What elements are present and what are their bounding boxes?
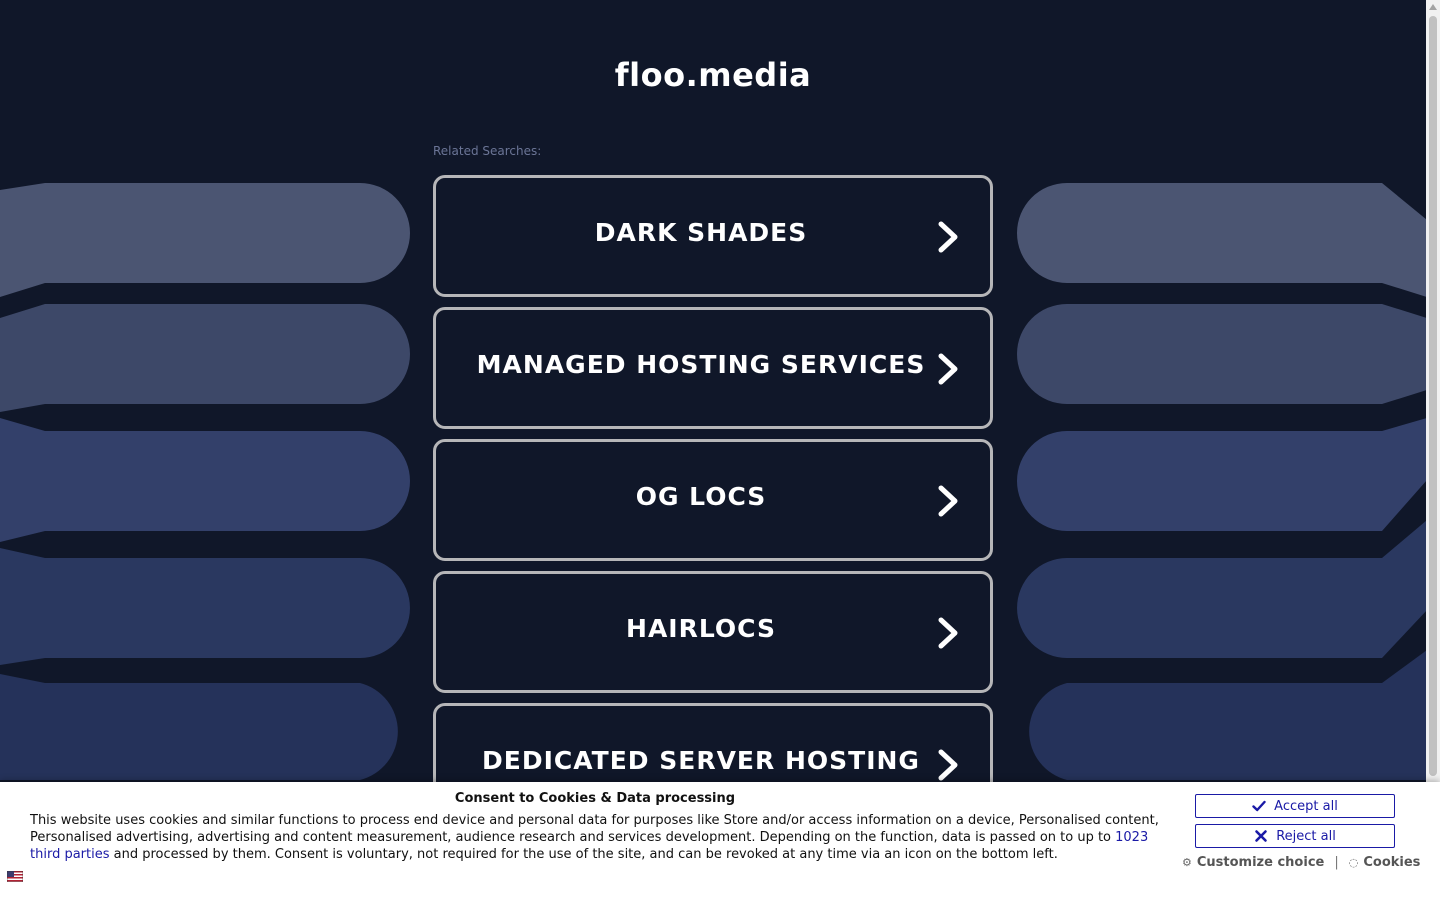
accept-all-label: Accept all	[1274, 798, 1338, 814]
consent-footer	[1182, 855, 1420, 870]
left-decoration	[0, 180, 410, 780]
x-icon	[1254, 829, 1268, 843]
chevron-right-icon	[932, 484, 962, 518]
cookie-consent-banner	[0, 782, 1440, 900]
scrollbar-thumb[interactable]	[1429, 16, 1437, 776]
chevron-right-icon	[932, 352, 962, 386]
chevron-right-icon	[932, 748, 962, 782]
customize-choice-label: Customize choice	[1196, 855, 1325, 870]
search-tile-label: DARK SHADES	[594, 218, 808, 247]
chevron-right-icon	[932, 616, 962, 650]
right-decoration	[1017, 180, 1426, 780]
chevron-right-icon	[932, 220, 962, 254]
footer-separator: |	[1334, 855, 1339, 870]
accept-all-button[interactable]	[1195, 794, 1395, 818]
related-searches-label: Related Searches:	[433, 144, 542, 158]
flag-icon[interactable]	[7, 871, 23, 882]
cookies-link[interactable]	[1349, 855, 1421, 870]
cookie-icon: ◌	[1348, 856, 1359, 869]
search-tile-label: OG LOCS	[635, 482, 767, 511]
third-parties-link[interactable]: 1023 third parties	[30, 830, 1149, 862]
search-tile-og-locs[interactable]	[433, 439, 993, 561]
search-tile-label: MANAGED HOSTING SERVICES	[476, 350, 926, 379]
consent-text-part: This website uses cookies and similar functions to process end device and personal data for purposes like Store and/or access information on a device, Personalised content, Personalised advertising, advertising and content measurement, audience research and services development. Depending on the function, data is passed on to up to	[30, 813, 1159, 845]
consent-text-part: and processed by them. Consent is voluntary, not required for the use of the site, and can be revoked at any time via an icon on the bottom left.	[109, 847, 1058, 862]
search-tile-label: HAIRLOCS	[626, 614, 776, 643]
search-tile-dark-shades[interactable]	[433, 175, 993, 297]
reject-all-button[interactable]	[1195, 824, 1395, 848]
consent-text	[30, 812, 1162, 863]
search-tile-managed-hosting-services[interactable]	[433, 307, 993, 429]
reject-all-label: Reject all	[1276, 828, 1336, 844]
customize-choice-link[interactable]	[1182, 855, 1324, 870]
vertical-scrollbar[interactable]	[1426, 0, 1440, 900]
check-icon	[1252, 799, 1266, 813]
scroll-up-arrow-icon[interactable]	[1429, 4, 1437, 10]
cookies-label: Cookies	[1363, 855, 1421, 870]
gear-icon: ⚙	[1182, 856, 1192, 869]
related-searches-list	[433, 175, 993, 835]
search-tile-hairlocs[interactable]	[433, 571, 993, 693]
site-title: floo.media	[614, 56, 812, 94]
search-tile-label: DEDICATED SERVER HOSTING	[482, 746, 920, 775]
consent-title: Consent to Cookies & Data processing	[454, 791, 736, 806]
